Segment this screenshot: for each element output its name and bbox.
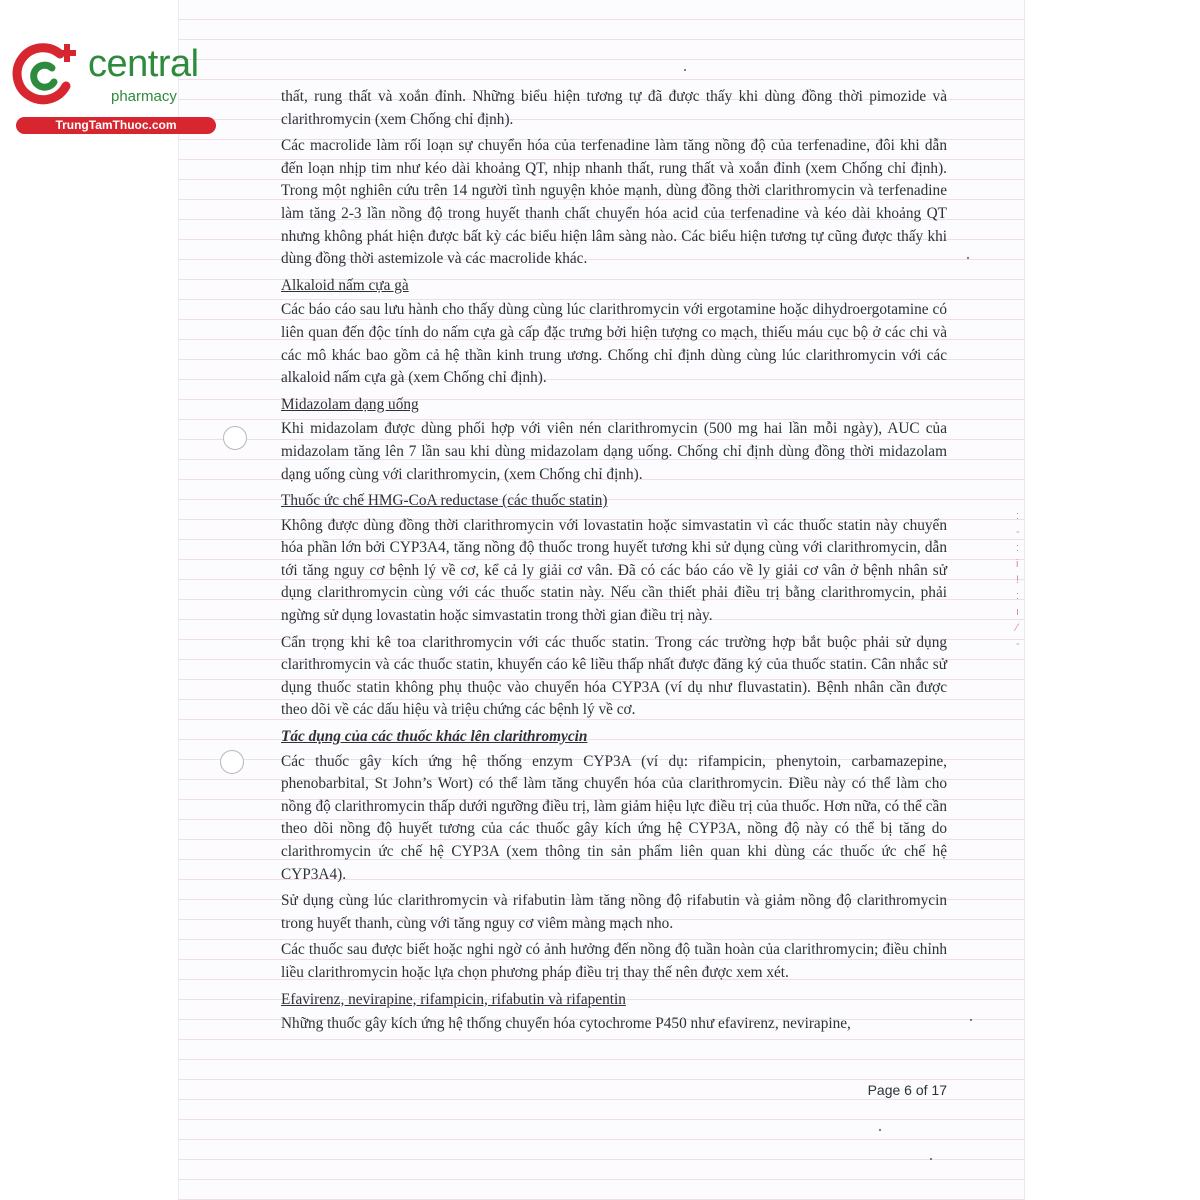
paragraph: Không được dùng đồng thời clarithromycin với lovastatin hoặc simvastatin vì các thuốc statin này chuyển hóa phần lớn bởi CYP3A4, tăng nồng độ thuốc trong huyết tương khi sử dụng cùng với clarithromycin, dẫn tới tăng nguy cơ bệnh lý về cơ, kể cả ly giải cơ vân. Đã có các báo cáo về ly giải cơ vân ở bệnh nhân sử dụng clarithromycin cùng với các thuốc statin này. Nếu cần thiết phải điều trị bằng clarithromycin, phải ngừng sử dụng lovastatin hoặc simvastatin trong thời gian điều trị này. bbox=[281, 516, 947, 625]
pharmacy-cross-icon bbox=[8, 40, 86, 110]
scan-speck bbox=[930, 1158, 932, 1160]
central-pharmacy-logo bbox=[8, 40, 218, 140]
paragraph: Sử dụng cùng lúc clarithromycin và rifabutin làm tăng nồng độ rifabutin và giảm nồng độ clarithromycin trong huyết thanh, cùng với tăng nguy cơ viêm màng mạch nho. bbox=[281, 892, 947, 932]
section-heading: Alkaloid nấm cựa gà bbox=[281, 276, 409, 294]
paragraph: Các thuốc gây kích ứng hệ thống enzym CYP3A (ví dụ: rifampicin, phenytoin, carbamazepine, phenobarbital, St John’s Wort) có thể làm tăng chuyển hóa của clarithromycin. Điều này có thể làm cho nồng độ clarithromycin thấp dưới ngưỡng điều trị, làm giảm hiệu lực điều trị của thuốc. Hơn nữa, có thể cần theo dõi nồng độ huyết tương của các thuốc gây kích ứng hệ CYP3A, nồng độ này có thể bị tăng do clarithromycin ức chế hệ CYP3A (xem thông tin sản phẩm liên quan khi dùng các thuốc ức chế hệ CYP3A4). bbox=[281, 752, 947, 883]
scan-speck bbox=[970, 1019, 972, 1021]
section-heading: Midazolam dạng uống bbox=[281, 395, 419, 413]
paragraph: Các macrolide làm rối loạn sự chuyển hóa của terfenadine làm tăng nồng độ của terfenadine, đôi khi dẫn đến loạn nhịp tim như kéo dài khoảng QT, nhịp nhanh thất, rung thất và xoắn đỉnh (xem Chống chỉ định). Trong một nghiên cứu trên 14 người tình nguyện khỏe mạnh, dùng đồng thời clarithromycin và terfenadine làm tăng 2-3 lần nồng độ trong huyết thanh chất chuyển hóa acid của terfenadine và kéo dài khoảng QT nhưng không phát hiện được bất kỳ các biểu hiện lâm sàng nào. Các biểu hiện tương tự cũng được thấy khi dùng đồng thời astemizole và các macrolide khác. bbox=[281, 137, 947, 268]
document-body bbox=[281, 86, 947, 1040]
paragraph: thất, rung thất và xoắn đỉnh. Những biểu hiện tương tự đã được thấy khi dùng đồng thời pimozide và clarithromycin (xem Chống chỉ định). bbox=[281, 88, 947, 128]
section-heading-main: Tác dụng của các thuốc khác lên clarithromycin bbox=[281, 728, 588, 746]
paragraph: Những thuốc gây kích ứng hệ thống chuyển hóa cytochrome P450 như efavirenz, nevirapine, bbox=[281, 1015, 851, 1033]
paragraph: Các thuốc sau được biết hoặc nghi ngờ có ảnh hưởng đến nồng độ tuần hoàn của clarithromycin; điều chỉnh liều clarithromycin hoặc lựa chọn phương pháp điều trị thay thế nên được xem xét. bbox=[281, 941, 947, 981]
page-number: Page 6 of 17 bbox=[867, 1082, 947, 1098]
paragraph: Các báo cáo sau lưu hành cho thấy dùng cùng lúc clarithromycin với ergotamine hoặc dihydroergotamine có liên quan đến độc tính do nấm cựa gà cấp đặc trưng bởi hiện tượng co mạch, thiếu máu cục bộ ở các chi và các mô khác bao gồm cả hệ thần kinh trung ương. Chống chỉ định dùng cùng lúc clarithromycin với các alkaloid nấm cựa gà (xem Chống chỉ định). bbox=[281, 301, 947, 387]
section-heading: Efavirenz, nevirapine, rifampicin, rifabutin và rifapentin bbox=[281, 990, 626, 1008]
punch-hole-lower bbox=[220, 750, 244, 774]
punch-hole-upper bbox=[223, 426, 247, 450]
paragraph: Cẩn trọng khi kê toa clarithromycin với các thuốc statin. Trong các trường hợp bắt buộc phải sử dụng clarithromycin và các thuốc statin, khuyến cáo kê liều thấp nhất được đăng ký của thuốc statin. Cân nhắc sử dụng thuốc statin không phụ thuộc vào chuyển hóa CYP3A (ví dụ như fluvastatin). Bệnh nhân cần được theo dõi về các dấu hiệu và triệu chứng các bệnh lý về cơ. bbox=[281, 633, 947, 719]
logo-sub-text: pharmacy bbox=[111, 88, 177, 105]
scan-speck bbox=[967, 257, 969, 259]
scan-speck bbox=[879, 1129, 881, 1131]
logo-brand-text: central bbox=[88, 43, 199, 85]
logo-url-banner: TrungTamThuoc.com bbox=[16, 117, 216, 134]
margin-stamp-marks: : - : i ! : ı ⁄ - bbox=[1016, 510, 1020, 650]
paragraph: Khi midazolam được dùng phối hợp với viên nén clarithromycin (500 mg hai lần mỗi ngày), AUC của midazolam tăng lên 7 lần sau khi dùng midazolam dạng uống. Chống chỉ định dùng đồng thời midazolam dạng uống cùng với clarithromycin, (xem Chống chỉ định). bbox=[281, 420, 947, 483]
scan-speck bbox=[684, 69, 686, 71]
section-heading: Thuốc ức chế HMG-CoA reductase (các thuốc statin) bbox=[281, 492, 608, 510]
